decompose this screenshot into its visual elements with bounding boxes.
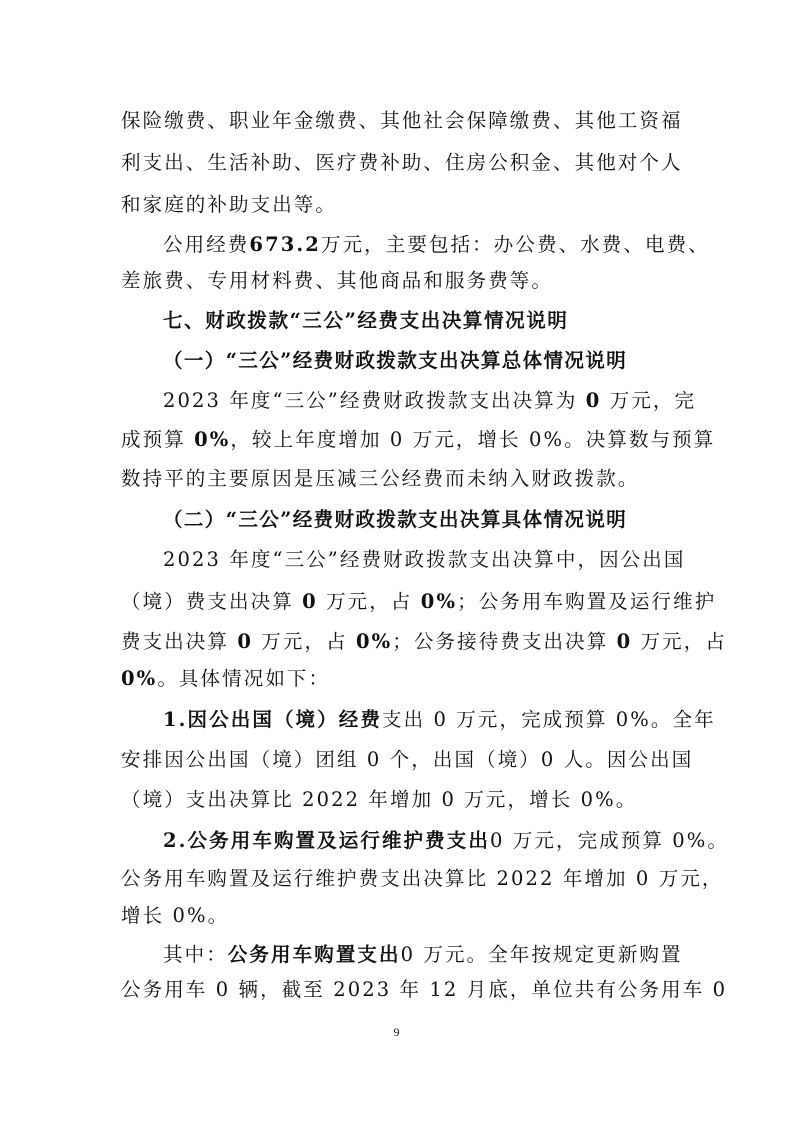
- paragraph-line: 费支出决算 0 万元，占 0%；公务接待费支出决算 0 万元，占: [121, 630, 727, 653]
- paragraph-line: 2.公务用车购置及运行维护费支出0 万元，完成预算 0%。: [163, 829, 730, 852]
- paragraph-line: 2023 年度“三公”经费财政拨款支出决算中，因公出国: [163, 548, 686, 571]
- section-heading: 七、财政拨款“三公”经费支出决算情况说明: [163, 309, 569, 332]
- paragraph-line: 差旅费、专用材料费、其他商品和服务费等。: [121, 269, 554, 292]
- paragraph-line: 成预算 0%，较上年度增加 0 万元，增长 0%。决算数与预算: [121, 428, 716, 451]
- paragraph-line: 公务用车 0 辆，截至 2023 年 12 月底，单位共有公务用车 0: [121, 978, 728, 1001]
- subsection-heading: （二）“三公”经费财政拨款支出决算具体情况说明: [163, 508, 628, 531]
- paragraph-line: 2023 年度“三公”经费财政拨款支出决算为 0 万元，完: [163, 389, 697, 412]
- paragraph-line: 增长 0%。: [121, 904, 230, 927]
- page-number: 9: [393, 1025, 400, 1039]
- paragraph-line: 数持平的主要原因是压减三公经费而未纳入财政拨款。: [121, 467, 640, 490]
- paragraph-line: 公用经费673.2万元，主要包括：办公费、水费、电费、: [163, 233, 710, 256]
- paragraph-line: 公务用车购置及运行维护费支出决算比 2022 年增加 0 万元，: [121, 867, 724, 890]
- paragraph-line: （境）费支出决算 0 万元，占 0%；公务用车购置及运行维护: [121, 590, 717, 613]
- paragraph-line: 0%。具体情况如下：: [121, 667, 331, 690]
- paragraph-line: 其中：公务用车购置支出0 万元。全年按规定更新购置: [163, 943, 683, 966]
- paragraph-line: 利支出、生活补助、医疗费补助、住房公积金、其他对个人: [121, 151, 683, 174]
- paragraph-line: 1.因公出国（境）经费支出 0 万元，完成预算 0%。全年: [163, 708, 716, 731]
- paragraph-line: 和家庭的补助支出等。: [121, 193, 338, 216]
- paragraph-line: 保险缴费、职业年金缴费、其他社会保障缴费、其他工资福: [121, 109, 683, 132]
- paragraph-line: 安排因公出国（境）团组 0 个，出国（境）0 人。因公出国: [121, 748, 694, 771]
- subsection-heading: （一）“三公”经费财政拨款支出决算总体情况说明: [163, 349, 628, 372]
- paragraph-line: （境）支出决算比 2022 年增加 0 万元，增长 0%。: [121, 788, 638, 811]
